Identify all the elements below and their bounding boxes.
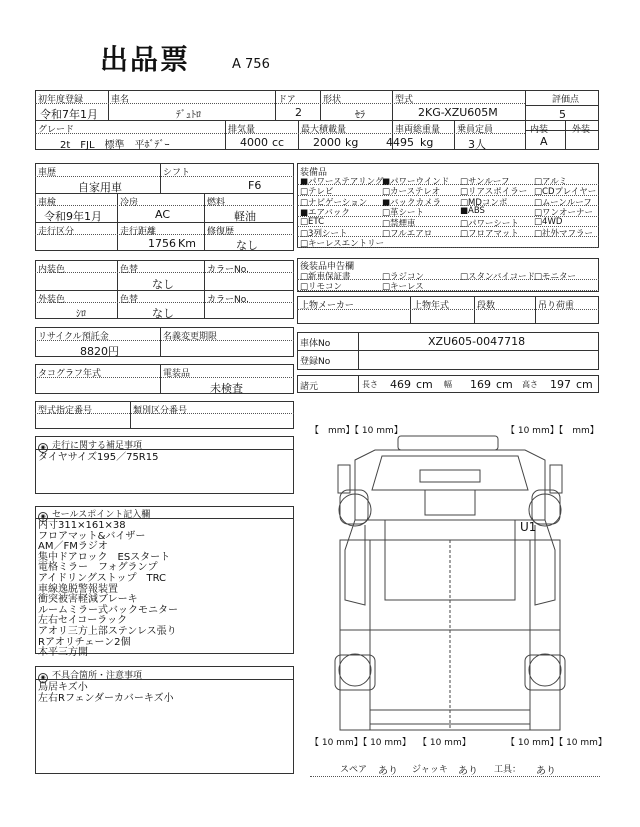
- note-line: ルームミラー式バックモニター: [38, 604, 178, 616]
- driving-notes-text: タイヤサイズ195／75R15: [38, 452, 159, 463]
- equipment-item: □スタンバイコード: [460, 272, 536, 282]
- equipment-item: □ナビゲーション: [300, 197, 368, 208]
- history-label: 車歴: [38, 168, 57, 178]
- equipment-item: □モニター: [534, 272, 577, 282]
- circle-bullet-icon: ◉: [38, 673, 48, 683]
- circle-bullet-icon: ◉: [38, 443, 48, 453]
- height-label: 高さ: [522, 380, 538, 389]
- equipment-item: □テレビ: [300, 187, 334, 198]
- driving-notes-label: 走行に関する補足事項: [52, 441, 143, 451]
- equip-value: 未検査: [210, 382, 243, 395]
- equipment-item: □ワンオーナー: [534, 208, 594, 219]
- equipment-item: □CDプレイヤー: [534, 187, 597, 198]
- mileage-unit: Km: [178, 237, 196, 250]
- tire-front-right: 【 10 mm】【 mm】: [506, 426, 599, 436]
- max-load-label: 最大積載量: [301, 125, 347, 135]
- first-reg-label: 初年度登録: [38, 95, 84, 105]
- car-name-value: ﾃﾞｭﾄﾛ: [176, 110, 201, 121]
- interior-color-label: 内装色: [38, 265, 66, 275]
- note-line: 木平三方開: [38, 647, 88, 659]
- equipment-item: □キーレスエントリー: [300, 239, 385, 250]
- displacement-value: 4000: [240, 136, 268, 149]
- grade-label: グレード: [38, 125, 75, 135]
- fuel-label: 燃料: [207, 198, 226, 208]
- model-no-label: 型式指定番号: [38, 406, 93, 416]
- sales-points-label: セールスポイント記入欄: [52, 510, 151, 520]
- upper-maker-label: 上物メーカー: [300, 301, 354, 311]
- driving-notes-header: [38, 438, 142, 453]
- gross-weight-value: 4495: [386, 136, 414, 149]
- note-line: 衝突被害軽減ブレーキ: [38, 594, 138, 606]
- equipment-item: □アルミ: [534, 177, 568, 187]
- spare-label: スペア: [340, 765, 368, 775]
- interior-change-value: なし: [152, 278, 174, 291]
- mileage-label: 走行距離: [120, 227, 157, 237]
- note-line: AM／FMラジオ: [38, 541, 108, 553]
- recycle-value: 8820円: [80, 345, 119, 358]
- exterior-color-label: 外装色: [38, 295, 66, 305]
- dimensions-label: 諸元: [300, 382, 319, 392]
- model-code-value: 2KG-XZU605M: [418, 106, 498, 119]
- circle-bullet-icon: ◉: [38, 512, 48, 522]
- repair-label: 修復歴: [207, 227, 235, 237]
- max-load-value: 2000: [313, 136, 341, 149]
- note-line: 左右Rフェンダーカバーキズ小: [38, 692, 174, 704]
- grade-value: 2t FJL 標準 平ﾎﾞﾃﾞｰ: [60, 140, 170, 151]
- equipment-item: □MDコンポ: [460, 197, 508, 208]
- width-unit: cm: [496, 378, 513, 391]
- tacho-label: タコグラフ年式: [38, 369, 102, 379]
- gross-weight-label: 車両総重量: [395, 125, 441, 135]
- equipment-item: □カーステレオ: [382, 187, 441, 198]
- inspection-value: 令和9年1月: [44, 210, 102, 223]
- mileage-value: 1756: [148, 237, 176, 250]
- defects-label: 不具合箇所・注意事項: [52, 671, 143, 681]
- exterior-grade-label: 外装: [572, 125, 591, 135]
- chassis-label: 車体No: [300, 339, 331, 349]
- note-line: 内寸311×161×38: [38, 520, 126, 531]
- tools-label: 工具：: [494, 765, 522, 775]
- history-value: 自家用車: [78, 181, 122, 194]
- equip-label: 電装品: [163, 369, 191, 379]
- shift-value: F6: [248, 179, 262, 192]
- note-line: フロアマット&バイザー: [38, 530, 146, 542]
- class-no-label: 類別区分番号: [133, 406, 188, 416]
- shape-label: 形状: [323, 95, 342, 105]
- tire-rear-right: 【 10 mm】【 10 mm】: [506, 738, 607, 748]
- equipment-item: □革シート: [382, 208, 425, 219]
- equipment-item: □新車保証書: [300, 272, 351, 282]
- spare-value: あり: [378, 766, 398, 777]
- interior-grade-label: 内装: [530, 125, 549, 135]
- equipment-label: 装備品: [300, 168, 328, 178]
- ac-value: AC: [155, 208, 171, 221]
- note-line: 鳥居キズ小: [38, 682, 88, 693]
- doors-label: ドア: [278, 95, 296, 105]
- capacity-value: 3人: [468, 138, 486, 151]
- equipment-item: □パワーシート: [460, 218, 519, 229]
- upper-steps-label: 段数: [477, 301, 496, 311]
- note-line: Rアオリチェーン2個: [38, 636, 131, 648]
- equipment-item: □4WD: [534, 216, 563, 227]
- equipment-item: ■パワーウインド: [382, 177, 450, 187]
- interior-change-label: 色替: [120, 265, 139, 275]
- page-title: 出品票: [100, 43, 191, 76]
- chassis-value: XZU605-0047718: [428, 335, 526, 348]
- first-reg-value: 令和7年1月: [40, 108, 98, 121]
- defects-list: [38, 683, 174, 704]
- equipment-item: □ラジコン: [382, 272, 425, 282]
- equipment-item: □ETC: [300, 216, 325, 227]
- equipment-item: ■パワーステアリング: [300, 177, 384, 187]
- rear-equipment-label: 後装品申告欄: [300, 262, 355, 272]
- length-label: 長さ: [362, 380, 378, 389]
- note-line: 電格ミラー フォグランプ: [38, 562, 158, 574]
- note-line: 集中ドアロック ESスタート: [38, 551, 171, 563]
- note-line: アオリ三方上部ステンレス張り: [38, 625, 177, 637]
- exterior-color-no-label: カラーNo.: [207, 295, 249, 305]
- note-line: 車線逸脱警報装置: [38, 583, 118, 595]
- equipment-item: □リアスポイラー: [460, 187, 528, 198]
- capacity-label: 乗員定員: [457, 125, 494, 135]
- length-value: 469: [390, 378, 411, 391]
- car-name-label: 車名: [111, 95, 130, 105]
- reg-no-label: 登録No: [300, 357, 331, 367]
- max-load-unit: kg: [345, 136, 359, 149]
- exterior-change-value: なし: [152, 307, 174, 320]
- width-value: 169: [470, 378, 491, 391]
- equipment-item: □リモコン: [300, 282, 343, 293]
- note-line: アイドリングストップ TRC: [38, 572, 167, 584]
- equipment-item: □ムーンルーフ: [534, 197, 592, 208]
- vehicle-body-diagram: [300, 430, 600, 740]
- interior-color-no-label: カラーNo.: [207, 265, 249, 275]
- repair-value: なし: [236, 239, 258, 252]
- tire-front-left: 【 mm】【 10 mm】: [310, 426, 403, 436]
- upper-year-label: 上物年式: [413, 301, 450, 311]
- mileage-class-label: 走行区分: [38, 227, 75, 237]
- length-unit: cm: [416, 378, 433, 391]
- sales-points-list: [38, 521, 178, 659]
- note-line: 左右セイコーラック: [38, 615, 128, 627]
- shape-value: ｾﾗ: [355, 110, 365, 121]
- equipment-item: □サンルーフ: [460, 177, 510, 187]
- name-change-label: 名義変更期限: [163, 332, 218, 342]
- recycle-label: リサイクル預託金: [38, 332, 109, 342]
- gross-weight-unit: kg: [420, 136, 434, 149]
- height-unit: cm: [576, 378, 593, 391]
- interior-grade-value: A: [540, 135, 548, 148]
- tire-rear-left: 【 10 mm】【 10 mm】: [310, 738, 411, 748]
- defects-header: [38, 668, 142, 683]
- equipment-item: □3列シート: [300, 229, 348, 239]
- equipment-item: □禁煙車: [382, 218, 416, 229]
- ac-label: 冷房: [120, 198, 139, 208]
- fuel-value: 軽油: [234, 210, 256, 223]
- jack-value: あり: [458, 766, 478, 777]
- width-label: 幅: [444, 380, 452, 389]
- height-value: 197: [550, 378, 571, 391]
- shift-label: シフト: [163, 168, 191, 178]
- equipment-item: ■ABS: [460, 206, 485, 217]
- displacement-label: 排気量: [228, 125, 256, 135]
- exterior-change-label: 色替: [120, 295, 139, 305]
- score-label: 評価点: [552, 95, 580, 105]
- equipment-item: □キーレス: [382, 282, 424, 293]
- diagram-mark: U1: [520, 520, 537, 534]
- equipment-item: □フロアマット: [460, 229, 519, 239]
- equipment-item: ■バックカメラ: [382, 197, 442, 208]
- upper-hang-label: 吊り荷重: [538, 301, 575, 311]
- tire-rear-mid: 【 10 mm】: [418, 738, 471, 748]
- exterior-color-value: ｼﾛ: [76, 309, 86, 320]
- equipment-item: ■エアバック: [300, 208, 350, 219]
- equipment-item: □フルエアロ: [382, 229, 433, 239]
- equipment-item: □社外マフラー: [534, 229, 594, 239]
- tools-value: あり: [536, 766, 556, 777]
- inspection-label: 車検: [38, 198, 57, 208]
- lot-number: A 756: [232, 57, 270, 72]
- model-code-label: 型式: [395, 95, 414, 105]
- doors-value: 2: [295, 106, 302, 119]
- displacement-unit: cc: [272, 136, 285, 149]
- score-value: 5: [559, 108, 566, 121]
- jack-label: ジャッキ: [412, 765, 448, 775]
